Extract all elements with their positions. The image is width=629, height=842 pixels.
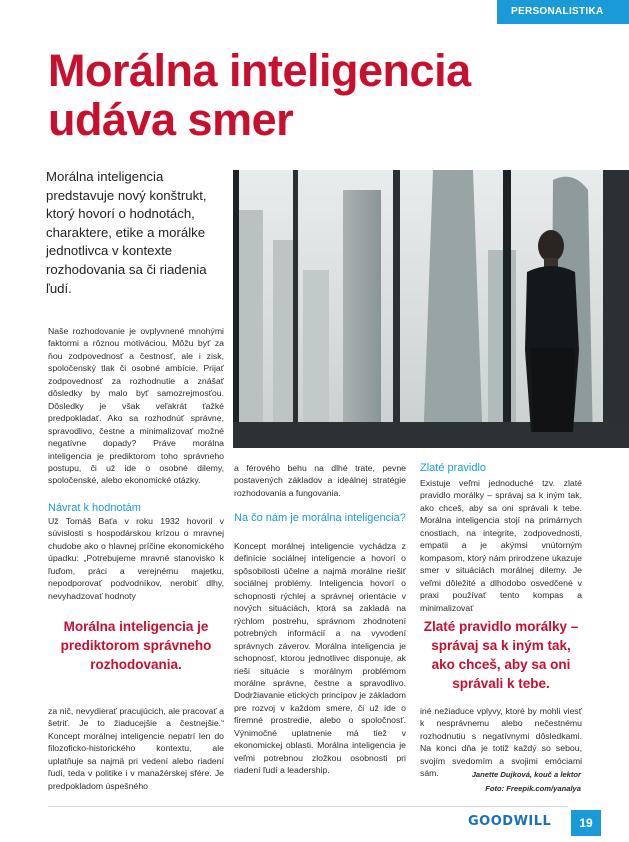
subhead-zlate-pravidlo: Zlaté pravidlo [420,462,487,474]
article-title [48,46,608,144]
col1-paragraph-2: Už Tomáš Baťa v roku 1932 hovoril v súvislosti s hospodárskou krízou o mravnej chudobe ako o hlavnej príčine ekonomického úpadku: „Potrebujeme mravné stanovisko k ľuďom, práci a verejnému majetku, nepodporovať podvodníkov, nerobiť dlhy, nevyhadzovať hodnoty [48,516,224,601]
col2-paragraph-1: a férového behu na dlhé trate, pevne postavených základov a ideálnej stratégie rozhodovania a fungovania. [234,463,406,498]
pull-quote-1: Morálna inteligencia je prediktorom správneho rozhodovania. [60,619,212,672]
title-line-1: Morálna inteligencia [48,45,471,96]
column-1-intro [48,325,224,487]
col3-paragraph-2: iné nežiaduce vplyvy, ktoré by mohli viesť k nesprávnemu alebo nečestnému rozhodnutiu s negatívnymi dôsledkami. Na konci dňa je totiž každý so sebou, svojím svedomím a svojimi emóciami sám. [420,706,582,779]
column-2-text-2 [234,540,406,777]
column-1-text-2 [48,515,224,602]
col1-intro-paragraph: Naše rozhodovanie je ovplyvnené mnohými faktormi a rôznou motiváciou. Môžu byť za ňou zodpovednosť a čestnosť, ale i zisk, spoločenský tlak či osobné ambície. Prijať zodpovednosť za rozhodnutie a znášať dôsledky by malo byť samozrejmosťou. Dôsledky je však veľakrát ťažké predpokladať. Ako sa rozhodnúť správne, spravodlivo, čestne a minimalizovať možné negatívne dopady? Práve morálna inteligencia je prediktorom toho správneho postupu, či už ide o osobné dilemy, spoločenské, alebo ekonomické otázky. [48,326,224,486]
businessman-skyline-photo [233,170,629,448]
page-footer [0,806,629,842]
subhead-na-co: Na čo nám je morálna inteligencia? [234,512,406,524]
title-line-2: udáva smer [48,94,294,145]
col3-paragraph-1: Existuje veľmi jednoduché tzv. zlaté pravidlo morálky – správaj sa k iným tak, ako chceš, aby sa oni správali k tebe. Morálna inteligencia stojí na primárnych cnostiach, na integrite, zodpovednosti, empatii a je akýmsi vnútorným kompasom, ktorý nám prirodzene ukazuje smer v situáciách morálnej dilemy. Je veľmi dôležité a dlhodobo osvedčené v praxi používať tento kompas a minimalizovať [420,478,582,613]
page-number: 19 [571,810,601,836]
photo-credit: Foto: Freepik.com/yanalya [485,784,581,793]
photo-illustration [233,170,629,448]
subhead-navrat: Návrat k hodnotám [48,502,141,514]
col2-paragraph-2: Koncept morálnej inteligencie vychádza z definície sociálnej inteligencie a hovorí o spôsobilosti účelne a najmä morálne riešiť sociálnej problémy. Inteligencia hovorí o schopnosti rýchlej a správnej orientácie v nových situáciách, ktorá sa zakladá na rýchlom postrehu, správnom zhodnotení potrebných informácií a na vyvodení správnych záverov. Morálna inteligencia je schopnosť, ktorou jednotlivec disponuje, ak rieši situácie s morálnym problémom morálne správne, čestne a spravodlivo. Dodržiavanie etických princípov je základom pre rozvoj v každom smere, či už ide o firemné prostredie, alebo o spoločnosť. Výnimočné uplatnenie má tiež v ekonomickej oblasti. Morálna inteligencia je veľmi potrebnou zložkou osobnosti pri riadení ľudí a leadership. [234,541,406,776]
column-3-text-2 [420,705,582,780]
pull-quote-2: Zlaté pravidlo morálky – správaj sa k iným tak, ako chceš, aby sa oni správali k tebe. [423,619,579,691]
footer-divider [48,806,568,807]
goodwill-logo: GOODWILL [468,814,552,829]
column-3-text-1 [420,477,582,614]
section-tag: PERSONALISTIKA [497,0,629,24]
lead-paragraph: Morálna inteligencia predstavuje nový konštrukt, ktorý hovorí o hodnotách, charaktere, etike a morálke jednotlivca v kontexte rozhodovania sa či riadenia ľudí. [46,169,207,296]
author-credit: Janette Dujková, kouč a lektor [471,770,581,779]
column-1-text-3 [48,705,224,792]
col1-paragraph-3: za nič, nevydierať pracujúcich, ale pracovať a šetriť. Je to žiaducejšie a čestnejšie.“ Koncept morálnej inteligencie nepatrí len do filozoficko-historického kontextu, ale uplatňuje sa najmä pri vedení alebo riadení ľudí, teda v politike i v manažérskej sfére. Je predpokladom úspešného [48,706,224,791]
column-2-text-1 [234,462,406,499]
